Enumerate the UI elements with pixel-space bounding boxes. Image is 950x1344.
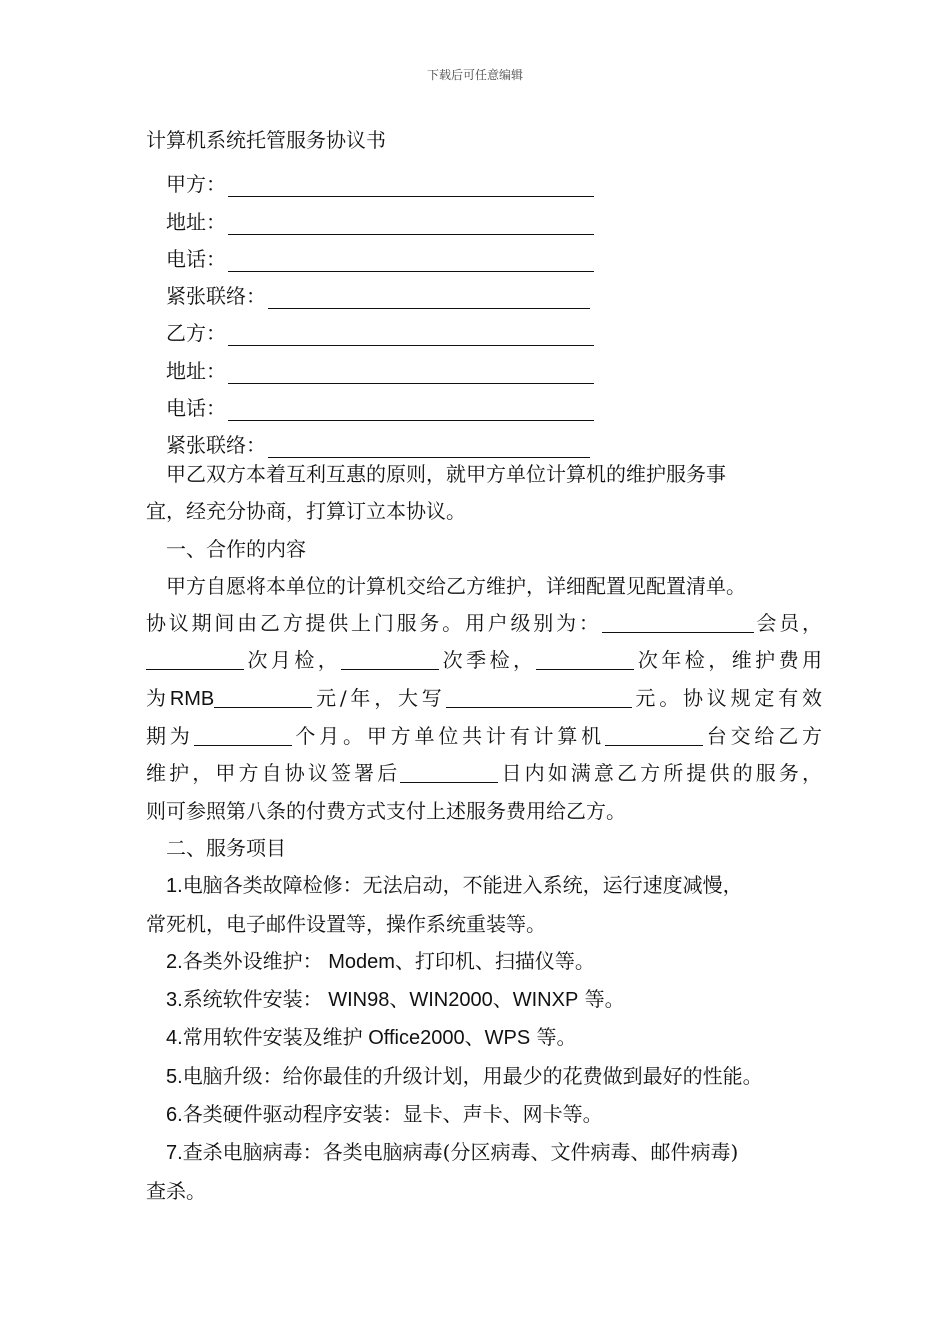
s1-line-7: 则可参照第八条的付费方式支付上述服务费用给乙方。 xyxy=(146,798,626,823)
intro-line-2: 宜，经充分协商，打算订立本协议。 xyxy=(146,499,466,524)
blank-field xyxy=(214,685,312,708)
field-party-a: 甲方： xyxy=(166,160,606,197)
field-phone-a: 电话： xyxy=(166,235,606,272)
party-fields xyxy=(166,160,606,458)
fill-line xyxy=(228,212,594,235)
service-item-4: 4.常用软件安装及维护 Office2000、WPS 等。 xyxy=(166,1025,577,1050)
blank-field xyxy=(605,723,703,746)
field-contact-b: 紧张联络： xyxy=(166,421,606,458)
blank-field xyxy=(602,610,754,633)
s1-line-3: 次月检， 次季检， 次年检，维护费用 xyxy=(146,642,822,679)
service-item-1-cont: 常死机，电子邮件设置等，操作系统重装等。 xyxy=(146,911,546,936)
service-item-6: 6.各类硬件驱动程序安装：显卡、声卡、网卡等。 xyxy=(166,1102,603,1127)
fill-line xyxy=(228,361,594,384)
document-title: 计算机系统托管服务协议书 xyxy=(146,128,386,152)
fill-line xyxy=(228,398,594,421)
service-item-5: 5.电脑升级：给你最佳的升级计划，用最少的花费做到最好的性能。 xyxy=(166,1063,763,1088)
field-phone-b: 电话： xyxy=(166,384,606,421)
field-address-a: 地址： xyxy=(166,197,606,234)
blank-field xyxy=(194,723,292,746)
service-item-3: 3.系统软件安装： WIN98、WIN2000、WINXP 等。 xyxy=(166,987,625,1012)
s1-line-4: 为RMB 元/年，大写 元。协议规定有效 xyxy=(146,685,823,710)
blank-field xyxy=(400,760,498,783)
fill-line xyxy=(268,435,590,458)
blank-field xyxy=(146,647,244,670)
section-2-heading: 二、服务项目 xyxy=(166,835,286,860)
blank-field xyxy=(446,685,632,708)
field-party-b: 乙方： xyxy=(166,309,606,346)
s1-line-6: 维护，甲方自协议签署后 日内如满意乙方所提供的服务， xyxy=(146,761,823,786)
service-item-1: 1.电脑各类故障检修：无法启动，不能进入系统，运行速度减慢， xyxy=(166,873,743,898)
fill-line xyxy=(228,249,594,272)
s1-line-1: 甲方自愿将本单位的计算机交给乙方维护，详细配置见配置清单。 xyxy=(166,573,746,598)
blank-field xyxy=(536,647,634,670)
s1-line-2: 协议期间由乙方提供上门服务。用户级别为： 会员， xyxy=(146,611,823,636)
service-item-7-cont: 查杀。 xyxy=(146,1178,206,1203)
service-item-7: 7.查杀电脑病毒：各类电脑病毒(分区病毒、文件病毒、邮件病毒) xyxy=(166,1140,739,1165)
s1-line-5: 期为 个月。甲方单位共计有计算机 台交给乙方 xyxy=(146,724,823,749)
fill-line xyxy=(268,286,590,309)
blank-field xyxy=(341,647,439,670)
fill-line xyxy=(228,323,594,346)
intro-line-1: 甲乙双方本着互利互惠的原则，就甲方单位计算机的维护服务事 xyxy=(166,462,726,486)
document-body xyxy=(146,456,822,1210)
section-1-heading: 一、合作的内容 xyxy=(166,536,306,561)
field-contact-a: 紧张联络： xyxy=(166,272,606,309)
service-item-2: 2.各类外设维护： Modem、打印机、扫描仪等。 xyxy=(166,948,595,973)
page-header: 下载后可任意编辑 xyxy=(426,68,523,82)
fill-line xyxy=(228,174,594,197)
field-address-b: 地址： xyxy=(166,346,606,383)
